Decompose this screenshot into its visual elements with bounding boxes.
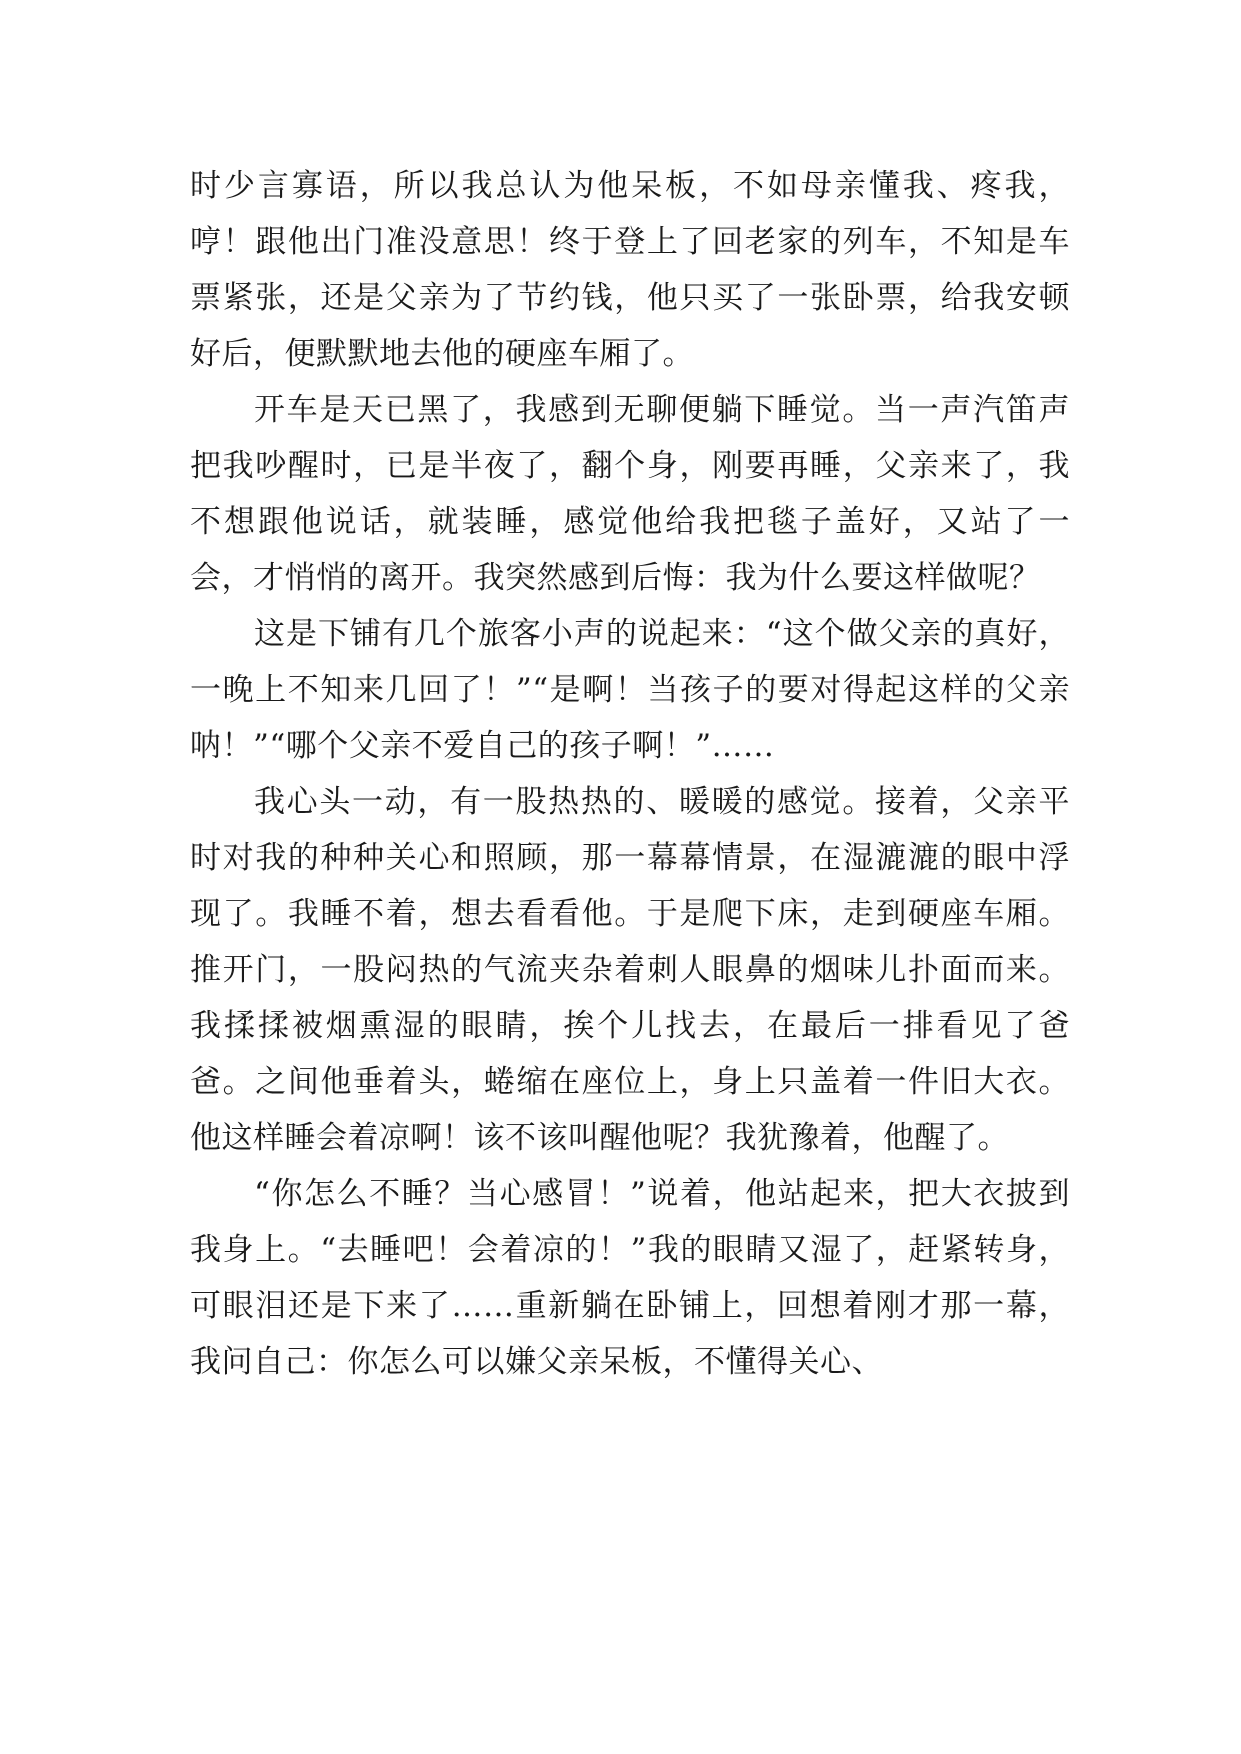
paragraph-3: 这是下铺有几个旅客小声的说起来：“这个做父亲的真好，一晚上不知来几回了！”“是啊！当孩子的要对得起这样的父亲呐！”“哪个父亲不爱自己的孩子啊！”……: [190, 616, 1070, 764]
paragraph-1: 时少言寡语，所以我总认为他呆板，不如母亲懂我、疼我，哼！跟他出门准没意思！终于登上了回老家的列车，不知是车票紧张，还是父亲为了节约钱，他只买了一张卧票，给我安顿好后，便默默地去他的硬座车厢了。: [190, 168, 1070, 372]
article-body: [190, 158, 1070, 1390]
paragraph-4: 我心头一动，有一股热热的、暖暖的感觉。接着，父亲平时对我的种种关心和照顾，那一幕幕情景，在湿漉漉的眼中浮现了。我睡不着，想去看看他。于是爬下床，走到硬座车厢。推开门，一股闷热的气流夹杂着刺人眼鼻的烟味儿扑面而来。我揉揉被烟熏湿的眼睛，挨个儿找去，在最后一排看见了爸爸。之间他垂着头，蜷缩在座位上，身上只盖着一件旧大衣。他这样睡会着凉啊！该不该叫醒他呢？我犹豫着，他醒了。: [190, 784, 1070, 1156]
paragraph-2: 开车是天已黑了，我感到无聊便躺下睡觉。当一声汽笛声把我吵醒时，已是半夜了，翻个身，刚要再睡，父亲来了，我不想跟他说话，就装睡，感觉他给我把毯子盖好，又站了一会，才悄悄的离开。我突然感到后悔：我为什么要这样做呢？: [190, 392, 1070, 596]
paragraph-5: “你怎么不睡？当心感冒！”说着，他站起来，把大衣披到我身上。“去睡吧！会着凉的！”我的眼睛又湿了，赶紧转身，可眼泪还是下来了……重新躺在卧铺上，回想着刚才那一幕，我问自己：你怎么可以嫌父亲呆板，不懂得关心、: [190, 1176, 1070, 1380]
